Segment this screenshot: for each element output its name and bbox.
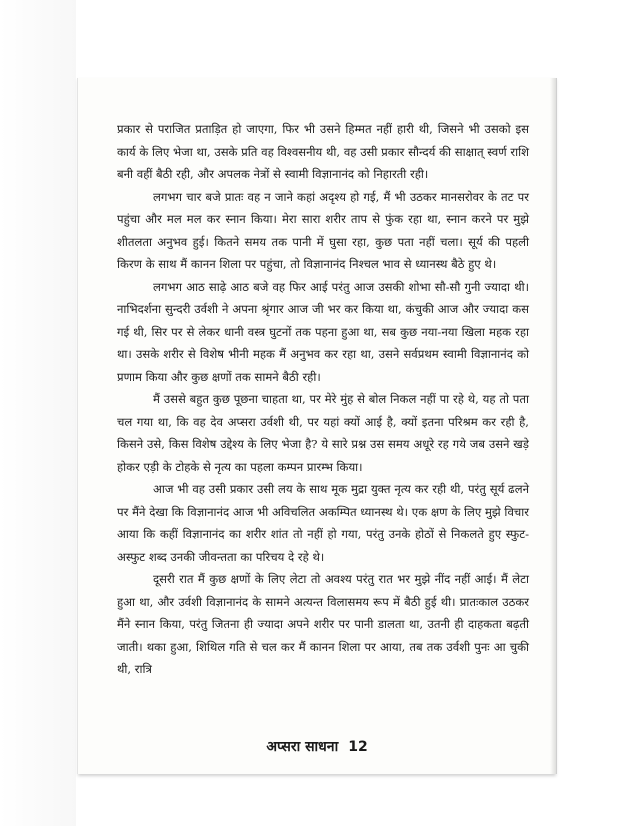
page-edge-shadow [550,78,556,774]
scan-margin [0,0,76,826]
book-title: अप्सरा साधना [266,739,339,755]
book-page [78,78,556,774]
paragraph-2: लगभग चार बजे प्रातः वह न जाने कहां अदृश्य हो गई, मैं भी उठकर मानसरोवर के तट पर पहुंचा और मल मल कर स्नान किया। मेरा सारा शरीर ताप से फुंक रहा था, स्नान करने पर मुझे शीतलता अनुभव हुई। कितने समय तक पानी में घुसा रहा, कुछ पता नहीं चला। सूर्य की पहली किरण के साथ मैं कानन शिला पर पहुंचा, तो विज्ञानानंद निश्चल भाव से ध्यानस्थ बैठे हुए थे। [117,189,529,271]
page-footer [78,737,556,756]
paragraph-6: दूसरी रात मैं कुछ क्षणों के लिए लेटा तो अवश्य परंतु रात भर मुझे नींद नहीं आई। मैं लेटा हुआ था, और उर्वशी विज्ञानानंद के सामने अत्यन्त विलासमय रूप में बैठी हुई थी। प्रातःकाल उठकर मैंने स्नान किया, परंतु जितना ही ज्यादा अपने शरीर पर पानी डालता था, उतनी ही दाहकता बढ़ती जाती। थका हुआ, शिथिल गति से चल कर मैं कानन शिला पर आया, तब तक उर्वशी पुनः आ चुकी थी, रात्रि [117,572,529,676]
page-number: 12 [348,739,368,755]
paragraph-5: आज भी वह उसी प्रकार उसी लय के साथ मूक मुद्रा युक्त नृत्य कर रही थी, परंतु सूर्य ढलने पर मैंने देखा कि विज्ञानानंद आज भी अविचलित अकम्पित ध्यानस्थ थे। एक क्षण के लिए मुझे विचार आया कि कहीं विज्ञानानंद का शरीर शांत तो नहीं हो गया, परंतु उनके होठों से निकलते हुए स्फुट-अस्फुट शब्द उनकी जीवन्तता का परिचय दे रहे थे। [117,482,529,564]
body-text [117,118,529,681]
paragraph-4: मैं उससे बहुत कुछ पूछना चाहता था, पर मेरे मुंह से बोल निकल नहीं पा रहे थे, यह तो पता चल गया था, कि वह देव अप्सरा उर्वशी थी, पर यहां क्यों आई है, क्यों इतना परिश्रम कर रही है, किसने उसे, किस विशेष उद्देश्य के लिए भेजा है? ये सारे प्रश्न उस समय अधूरे रह गये जब उसने खड़े होकर एड़ी के टोहके से नृत्य का पहला कम्पन प्रारम्भ किया। [117,392,529,474]
paragraph-1: प्रकार से पराजित प्रताड़ित हो जाएगा, फिर भी उसने हिम्मत नहीं हारी थी, जिसने भी उसको इस कार्य के लिए भेजा था, उसके प्रति वह विश्वसनीय थी, वह उसी प्रकार सौन्दर्य की साक्षात् स्वर्ण राशि बनी वहीं बैठी रही, और अपलक नेत्रों से स्वामी विज्ञानानंद को निहारती रही। [117,122,529,181]
paragraph-3: लगभग आठ साढ़े आठ बजे वह फिर आई परंतु आज उसकी शोभा सौ-सौ गुनी ज्यादा थी। नाभिदर्शना सुन्दरी उर्वशी ने अपना श्रृंगार आज जी भर कर किया था, कंचुकी आज और ज्यादा कस गई थी, सिर पर से लेकर धानी वस्त्र घुटनों तक पहना हुआ था, सब कुछ नया-नया खिला महक रहा था। उसके शरीर से विशेष भीनी महक मैं अनुभव कर रहा था, उसने सर्वप्रथम स्वामी विज्ञानानंद को प्रणाम किया और कुछ क्षणों तक सामने बैठी रही। [117,279,529,384]
